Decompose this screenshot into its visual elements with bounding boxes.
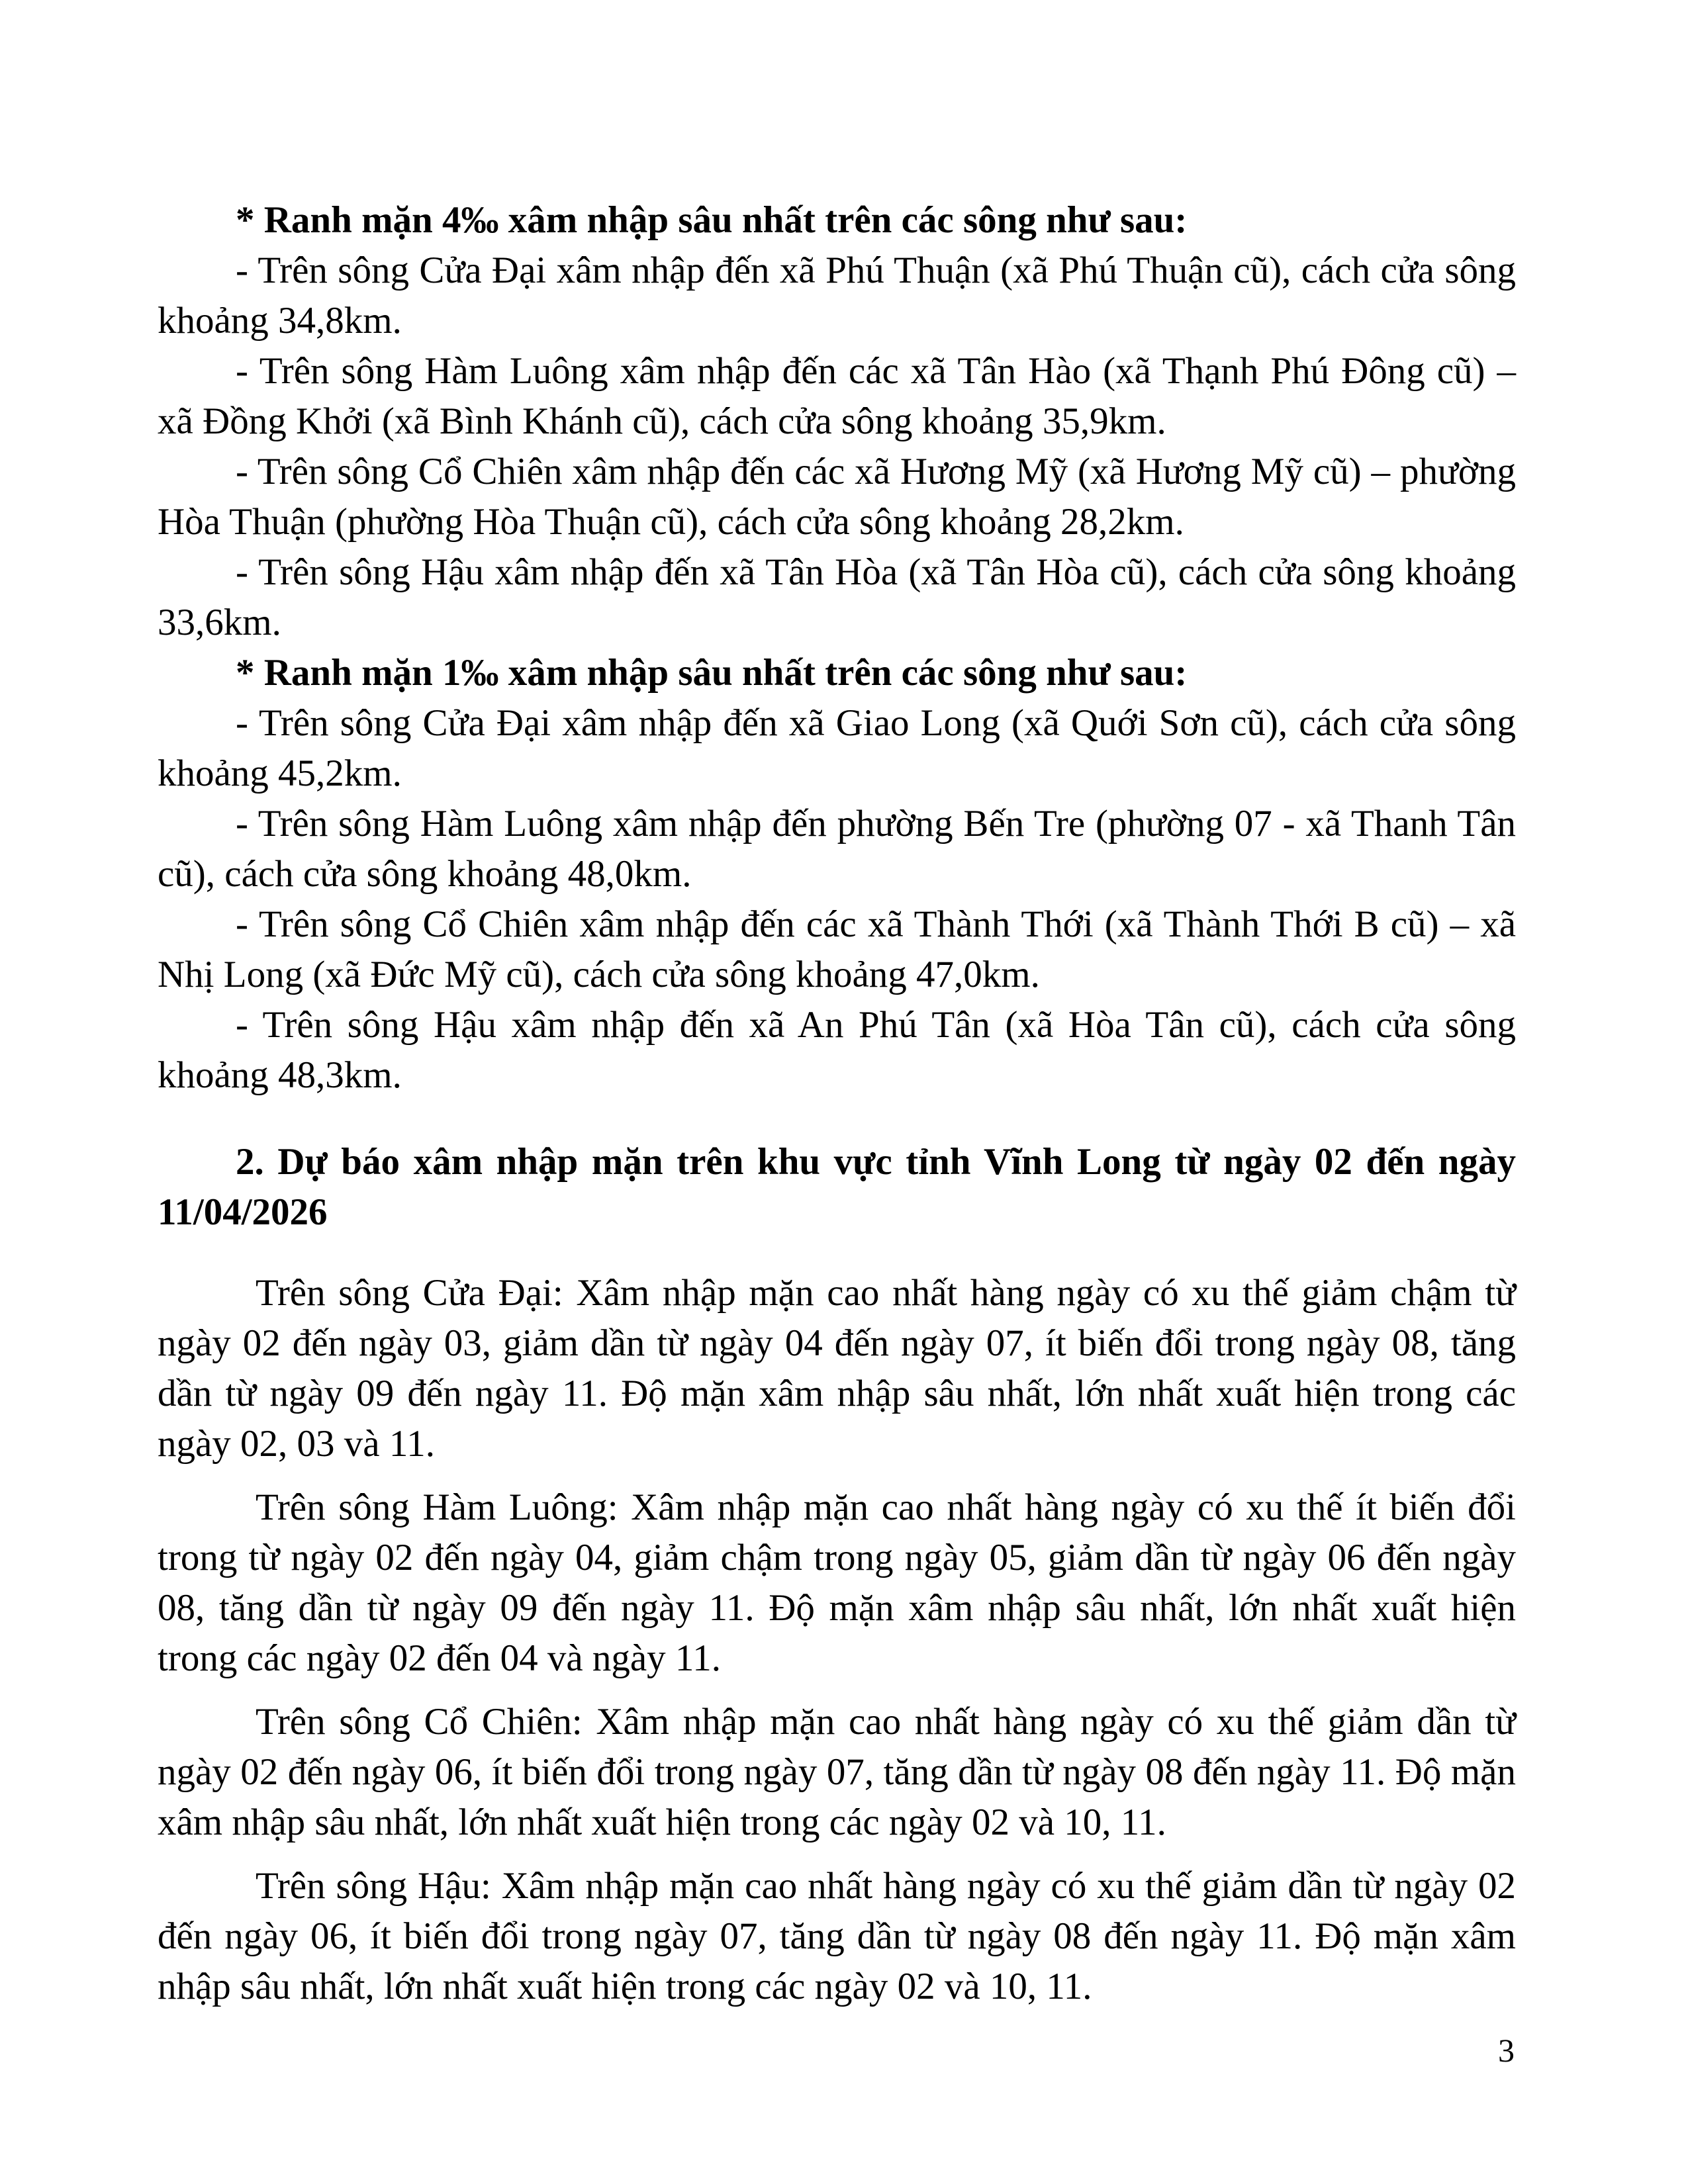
paragraph-hau: Trên sông Hậu: Xâm nhập mặn cao nhất hàng ngày có xu thế giảm dần từ ngày 02 đến ngày 06, ít biến đổi trong ngày 07, tăng dần từ ngày 08 đến ngày 11. Độ mặn xâm nhập sâu nhất, lớn nhất xuất hiện trong các ngày 02 và 10, 11.	[158, 1865, 1516, 2007]
page-number: 3	[1498, 2032, 1515, 2069]
list-item: - Trên sông Cổ Chiên xâm nhập đến các xã Thành Thới (xã Thành Thới B cũ) – xã Nhị Long (xã Đức Mỹ cũ), cách cửa sông khoảng 47,0km.	[158, 903, 1516, 995]
paragraph-co-chien: Trên sông Cổ Chiên: Xâm nhập mặn cao nhất hàng ngày có xu thế giảm dần từ ngày 02 đến ngày 06, ít biến đổi trong ngày 07, tăng dần từ ngày 08 đến ngày 11. Độ mặn xâm nhập sâu nhất, lớn nhất xuất hiện trong các ngày 02 và 10, 11.	[158, 1701, 1516, 1843]
list-item: - Trên sông Hàm Luông xâm nhập đến phường Bến Tre (phường 07 - xã Thanh Tân cũ), cách cửa sông khoảng 48,0km.	[158, 803, 1516, 895]
paragraph-ham-luong: Trên sông Hàm Luông: Xâm nhập mặn cao nhất hàng ngày có xu thế ít biến đổi trong từ ngày 02 đến ngày 04, giảm chậm trong ngày 05, giảm dần từ ngày 06 đến ngày 08, tăng dần từ ngày 09 đến ngày 11. Độ mặn xâm nhập sâu nhất, lớn nhất xuất hiện trong các ngày 02 đến 04 và ngày 11.	[158, 1486, 1516, 1679]
heading-1ppt: * Ranh mặn 1‰ xâm nhập sâu nhất trên các sông như sau:	[236, 652, 1188, 694]
list-item: - Trên sông Hậu xâm nhập đến xã Tân Hòa (xã Tân Hòa cũ), cách cửa sông khoảng 33,6km.	[158, 551, 1516, 643]
list-item: - Trên sông Cổ Chiên xâm nhập đến các xã Hương Mỹ (xã Hương Mỹ cũ) – phường Hòa Thuận (phường Hòa Thuận cũ), cách cửa sông khoảng 28,2km.	[158, 451, 1516, 543]
heading-4ppt: * Ranh mặn 4‰ xâm nhập sâu nhất trên các sông như sau:	[236, 199, 1188, 241]
forecast-paragraphs	[158, 1268, 1516, 2025]
list-item: - Trên sông Hàm Luông xâm nhập đến các xã Tân Hào (xã Thạnh Phú Đông cũ) – xã Đồng Khởi (xã Bình Khánh cũ), cách cửa sông khoảng 35,9km.	[158, 350, 1516, 442]
section-heading: 2. Dự báo xâm nhập mặn trên khu vực tỉnh Vĩnh Long từ ngày 02 đến ngày 11/04/2026	[158, 1141, 1516, 1233]
paragraph-cua-dai: Trên sông Cửa Đại: Xâm nhập mặn cao nhất hàng ngày có xu thế giảm chậm từ ngày 02 đến ngày 03, giảm dần từ ngày 04 đến ngày 07, ít biến đổi trong ngày 08, tăng dần từ ngày 09 đến ngày 11. Độ mặn xâm nhập sâu nhất, lớn nhất xuất hiện trong các ngày 02, 03 và 11.	[158, 1272, 1516, 1465]
list-item: - Trên sông Cửa Đại xâm nhập đến xã Phú Thuận (xã Phú Thuận cũ), cách cửa sông khoảng 34,8km.	[158, 250, 1516, 341]
section-2-heading-block	[158, 1137, 1516, 1238]
salinity-boundary-section	[158, 195, 1516, 1101]
list-item: - Trên sông Hậu xâm nhập đến xã An Phú Tân (xã Hòa Tân cũ), cách cửa sông khoảng 48,3km.	[158, 1004, 1516, 1096]
list-item: - Trên sông Cửa Đại xâm nhập đến xã Giao Long (xã Quới Sơn cũ), cách cửa sông khoảng 45,2km.	[158, 702, 1516, 794]
